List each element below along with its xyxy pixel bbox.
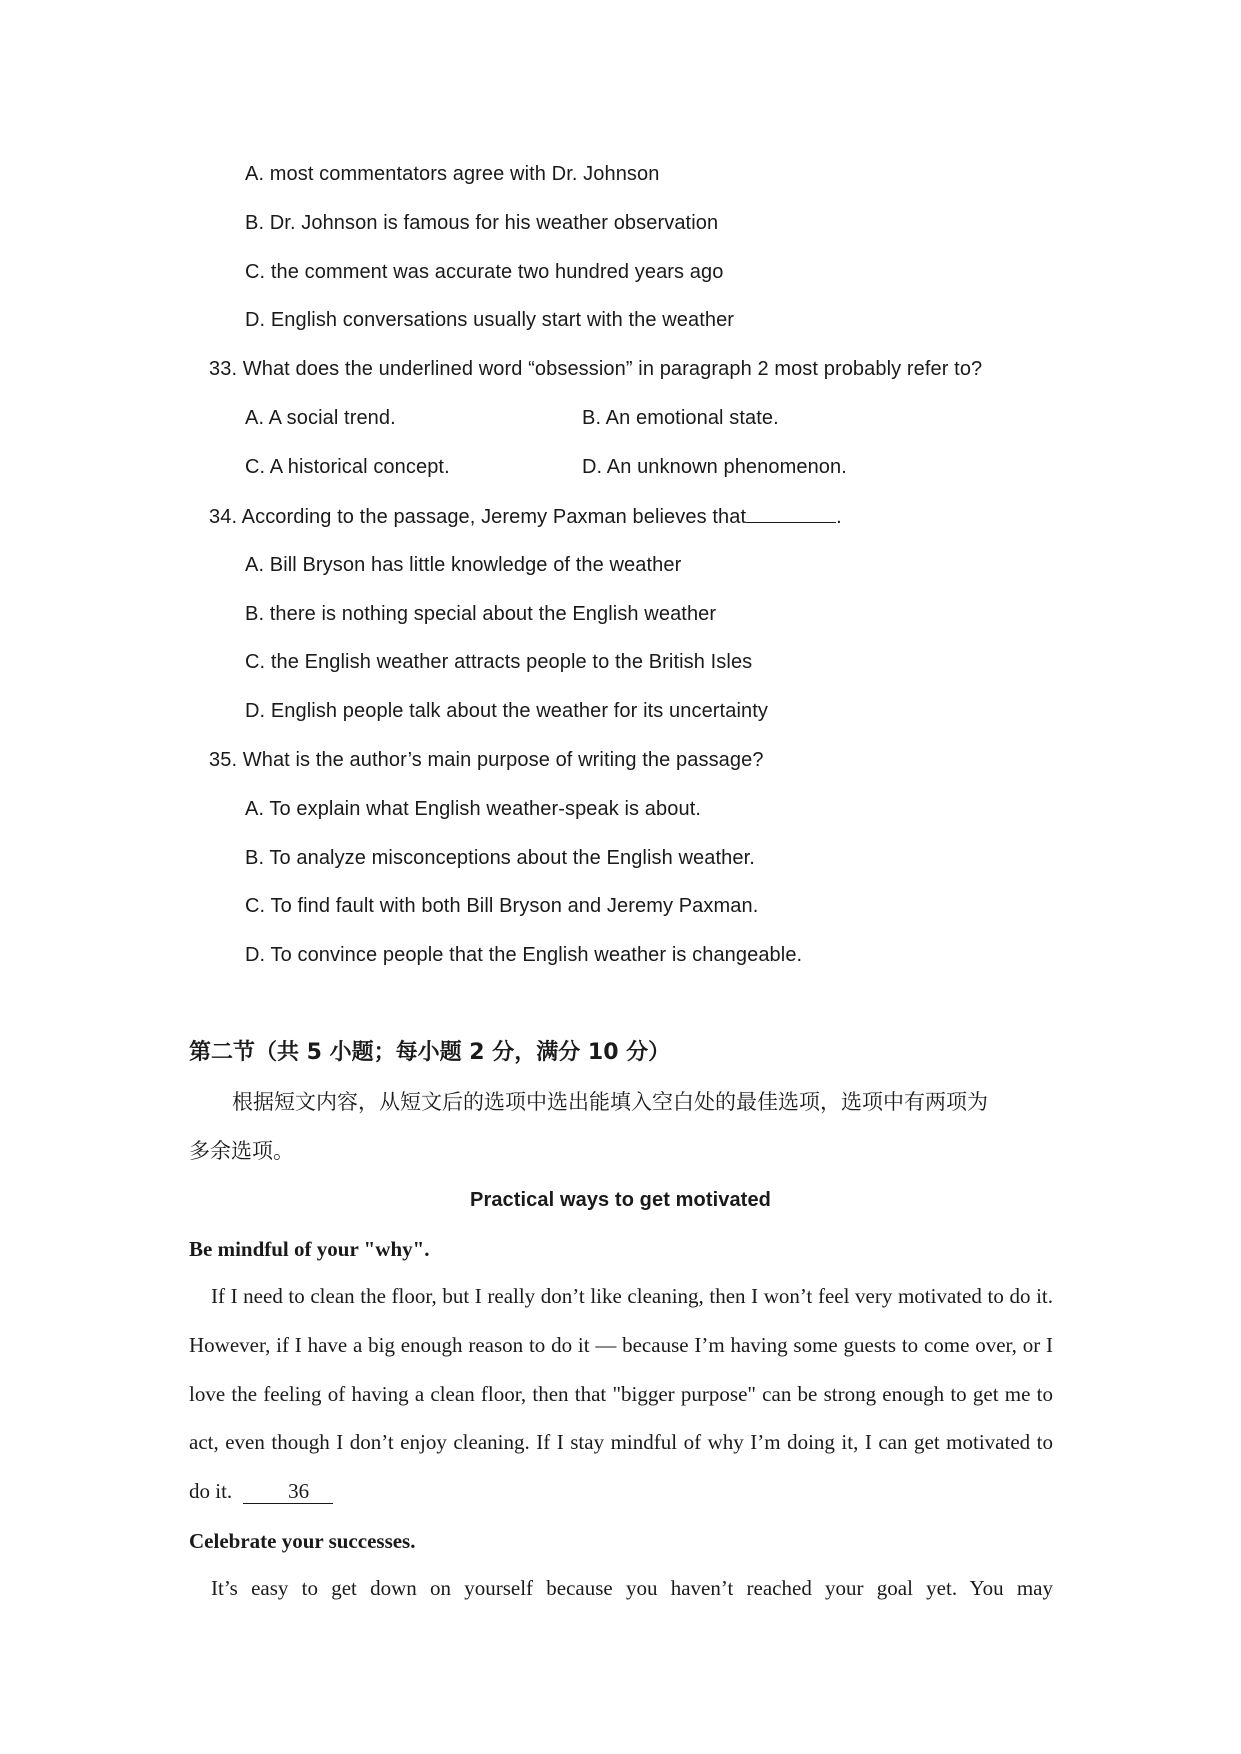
section-instruction-line2: 多余选项。 [189, 1139, 294, 1163]
subheading-successes: Celebrate your successes. [189, 1529, 416, 1553]
q33-option-a: A. A social trend. [245, 407, 396, 429]
q34-option-c: C. the English weather attracts people to the British Isles [245, 651, 753, 673]
q34-answer-blank [746, 502, 836, 523]
q34-stem-text: 34. According to the passage, Jeremy Paxman believes that [209, 506, 747, 528]
q35-option-d: D. To convince people that the English weather is changeable. [245, 944, 803, 966]
paragraph-successes: It’s easy to get down on yourself because you haven’t reached your goal yet. You may [211, 1576, 1053, 1600]
q33-option-d: D. An unknown phenomenon. [582, 456, 847, 478]
q35-option-c: C. To find fault with both Bill Bryson and Jeremy Paxman. [245, 895, 759, 917]
q32-option-c: C. the comment was accurate two hundred years ago [245, 261, 724, 283]
section-instruction-line1: 根据短文内容，从短文后的选项中选出能填入空白处的最佳选项，选项中有两项为 [232, 1090, 988, 1114]
q32-option-b: B. Dr. Johnson is famous for his weather observation [245, 212, 719, 234]
q35-option-b: B. To analyze misconceptions about the English weather. [245, 847, 755, 869]
q34-option-b: B. there is nothing special about the English weather [245, 603, 717, 625]
q34-option-d: D. English people talk about the weather for its uncertainty [245, 700, 768, 722]
passage-title: Practical ways to get motivated [470, 1189, 771, 1211]
paragraph-why-text: If I need to clean the floor, but I really don’t like cleaning, then I won’t feel very motivated to do it. However, if I have a big enough reason to do it — because I’m having some guests to come over, or I love the feeling of having a clean floor, then that "bigger purpose" can be strong enough to get me to act, even though I don’t enjoy cleaning. If I stay mindful of why I’m doing it, I can get motivated to do it. [189, 1284, 1053, 1504]
blank-36: 36 [243, 1479, 333, 1504]
q34-stem [209, 502, 842, 531]
q33-option-c: C. A historical concept. [245, 456, 450, 478]
q35-stem: 35. What is the author’s main purpose of writing the passage? [209, 749, 764, 771]
q32-option-d: D. English conversations usually start with the weather [245, 309, 735, 331]
q33-stem: 33. What does the underlined word “obsession” in paragraph 2 most probably refer to? [209, 358, 983, 380]
q35-option-a: A. To explain what English weather-speak is about. [245, 798, 702, 820]
q34-stem-end: . [836, 506, 842, 528]
q33-option-b: B. An emotional state. [582, 407, 779, 429]
q32-option-a: A. most commentators agree with Dr. Johnson [245, 163, 660, 185]
q34-option-a: A. Bill Bryson has little knowledge of the weather [245, 554, 682, 576]
paragraph-why [189, 1272, 1053, 1516]
section-heading: 第二节（共 5 小题；每小题 2 分，满分 10 分） [189, 1040, 671, 1065]
subheading-why: Be mindful of your "why". [189, 1237, 430, 1261]
